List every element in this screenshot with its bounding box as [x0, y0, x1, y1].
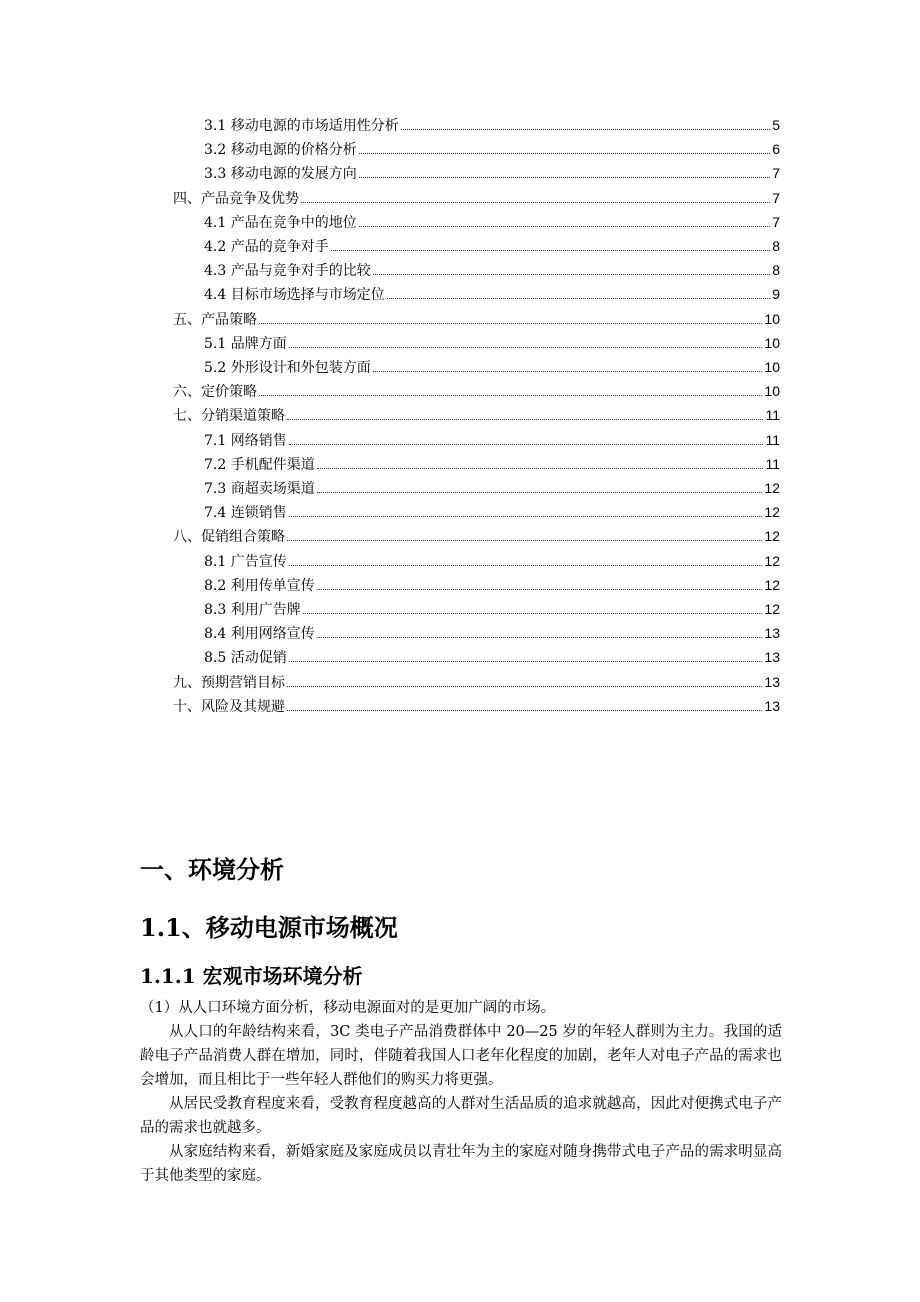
- toc-entry-label: 4.4 目标市场选择与市场定位: [204, 287, 385, 304]
- toc-entry-page: 13: [764, 697, 780, 714]
- toc-entry-page: 11: [765, 431, 780, 448]
- paragraph-3: 从居民受教育程度来看，受教育程度越高的人群对生活品质的追求就越高，因此对便携式电子产品的需求也就越多。: [140, 1096, 782, 1136]
- toc-leader-dots: [359, 140, 770, 154]
- toc-entry-page: 11: [765, 455, 780, 472]
- toc-leader-dots: [289, 503, 763, 517]
- toc-entry[interactable]: [204, 164, 780, 184]
- toc-entry[interactable]: [173, 697, 780, 717]
- toc-leader-dots: [289, 552, 763, 566]
- subsubsection-heading: 1.1.1 宏观市场环境分析: [140, 964, 363, 988]
- toc-entry-page: 10: [764, 310, 780, 327]
- toc-entry-page: 10: [764, 383, 780, 400]
- toc-entry-page: 13: [764, 673, 780, 690]
- toc-leader-dots: [317, 455, 764, 469]
- toc-entry-label: 7.1 网络销售: [204, 432, 287, 449]
- toc-leader-dots: [289, 334, 763, 348]
- toc-leader-dots: [359, 213, 770, 227]
- toc-leader-dots: [373, 261, 770, 275]
- toc-entry-label: 8.2 利用传单宣传: [204, 577, 315, 594]
- toc-entry-page: 12: [764, 552, 780, 569]
- toc-leader-dots: [317, 624, 763, 638]
- toc-leader-dots: [317, 576, 763, 590]
- toc-entry-page: 8: [772, 262, 780, 279]
- toc-entry-label: 7.3 商超卖场渠道: [204, 481, 315, 497]
- toc-entry-label: 8.3 利用广告牌: [204, 602, 301, 618]
- toc-entry-label: 八、促销组合策略: [173, 529, 285, 546]
- toc-entry-label: 七、分销渠道策略: [173, 408, 285, 425]
- toc-entry-label: 7.4 连锁销售: [204, 505, 287, 522]
- toc-entry[interactable]: [204, 140, 780, 160]
- section-heading: 一、环境分析: [140, 856, 284, 884]
- toc-entry-page: 12: [764, 528, 780, 545]
- toc-entry-label: 4.1 产品在竞争中的地位: [204, 214, 357, 231]
- toc-entry-page: 11: [765, 407, 780, 424]
- toc-entry-label: 8.4 利用网络宣传: [204, 626, 315, 643]
- toc-entry-label: 7.2 手机配件渠道: [204, 456, 315, 473]
- toc-entry-label: 九、预期营销目标: [173, 674, 285, 691]
- toc-entry[interactable]: [204, 285, 780, 305]
- toc-entry-page: 6: [772, 141, 780, 158]
- toc-entry[interactable]: [173, 310, 780, 330]
- toc-entry-page: 12: [764, 480, 780, 496]
- paragraph-2: 从人口的年龄结构来看，3C 类电子产品消费群体中 20—25 岁的年轻人群则为主力。我国的适龄电子产品消费人群在增加，同时，伴随着我国人口老年化程度的加剧，老年人对电子产品的需求也会增加，而且相比于一些年轻人群他们的购买力将更强。: [140, 1024, 782, 1088]
- toc-leader-dots: [401, 116, 770, 130]
- toc-entry[interactable]: [173, 382, 780, 402]
- toc-entry-label: 4.2 产品的竞争对手: [204, 239, 329, 255]
- toc-entry-label: 8.5 活动促销: [204, 650, 287, 667]
- toc-leader-dots: [259, 310, 762, 324]
- toc-entry[interactable]: [204, 213, 780, 233]
- paragraph-1: （1）从人口环境方面分析，移动电源面对的是更加广阔的市场。: [140, 1000, 556, 1016]
- toc-entry[interactable]: [173, 189, 780, 209]
- toc-entry[interactable]: [173, 406, 780, 426]
- toc-entry-label: 8.1 广告宣传: [204, 553, 287, 570]
- toc-entry[interactable]: [204, 648, 780, 668]
- toc-entry-page: 12: [764, 576, 780, 593]
- toc-leader-dots: [289, 431, 764, 445]
- toc-entry-page: 8: [772, 238, 780, 254]
- toc-entry-label: 四、产品竞争及优势: [173, 190, 299, 207]
- toc-entry-label: 4.3 产品与竞争对手的比较: [204, 263, 371, 280]
- toc-leader-dots: [317, 479, 763, 493]
- toc-entry[interactable]: [204, 116, 780, 136]
- toc-entry-page: 12: [764, 504, 780, 521]
- toc-entry[interactable]: [204, 334, 780, 354]
- toc-entry-label: 六、定价策略: [173, 384, 257, 401]
- toc-leader-dots: [373, 358, 763, 372]
- toc-entry-label: 3.2 移动电源的价格分析: [204, 142, 357, 159]
- toc-entry[interactable]: [204, 455, 780, 475]
- toc-entry-label: 十、风险及其规避: [173, 698, 285, 715]
- toc-leader-dots: [259, 382, 762, 396]
- toc-entry-label: 3.1 移动电源的市场适用性分析: [204, 118, 399, 134]
- toc-entry[interactable]: [204, 624, 780, 644]
- toc-leader-dots: [287, 527, 762, 541]
- toc-entry-label: 五、产品策略: [173, 311, 257, 328]
- toc-entry-page: 7: [772, 165, 780, 182]
- paragraph-4: 从家庭结构来看，新婚家庭及家庭成员以青壮年为主的家庭对随身携带式电子产品的需求明显高于其他类型的家庭。: [140, 1144, 782, 1184]
- toc-entry[interactable]: [204, 479, 780, 499]
- toc-entry-page: 13: [764, 625, 780, 642]
- toc-entry[interactable]: [204, 576, 780, 596]
- subsection-heading: 1.1、移动电源市场概况: [140, 913, 398, 942]
- toc-entry[interactable]: [173, 673, 780, 693]
- toc-entry[interactable]: [204, 261, 780, 281]
- toc-entry-page: 10: [764, 359, 780, 375]
- toc-entry[interactable]: [204, 552, 780, 572]
- toc-entry-page: 5: [772, 117, 780, 133]
- toc-entry[interactable]: [204, 237, 780, 257]
- toc-leader-dots: [287, 673, 762, 687]
- toc-entry[interactable]: [204, 503, 780, 523]
- toc-entry-page: 9: [772, 286, 780, 303]
- toc-leader-dots: [301, 189, 770, 203]
- toc-leader-dots: [387, 285, 770, 299]
- toc-entry[interactable]: [204, 600, 780, 620]
- toc-entry-page: 7: [772, 189, 780, 206]
- toc-leader-dots: [303, 600, 763, 614]
- toc-entry-label: 5.2 外形设计和外包装方面: [204, 360, 371, 376]
- toc-leader-dots: [287, 406, 763, 420]
- toc-leader-dots: [359, 164, 770, 178]
- toc-entry-label: 5.1 品牌方面: [204, 335, 287, 352]
- toc-entry[interactable]: [204, 431, 780, 451]
- toc-leader-dots: [289, 648, 763, 662]
- toc-entry[interactable]: [173, 527, 780, 547]
- toc-entry-label: 3.3 移动电源的发展方向: [204, 166, 357, 183]
- toc-entry-page: 12: [764, 601, 780, 617]
- toc-entry-page: 10: [764, 334, 780, 351]
- toc-entry[interactable]: [204, 358, 780, 378]
- toc-entry-page: 7: [772, 213, 780, 230]
- toc-leader-dots: [287, 697, 762, 711]
- toc-leader-dots: [331, 237, 770, 251]
- toc-entry-page: 13: [764, 649, 780, 666]
